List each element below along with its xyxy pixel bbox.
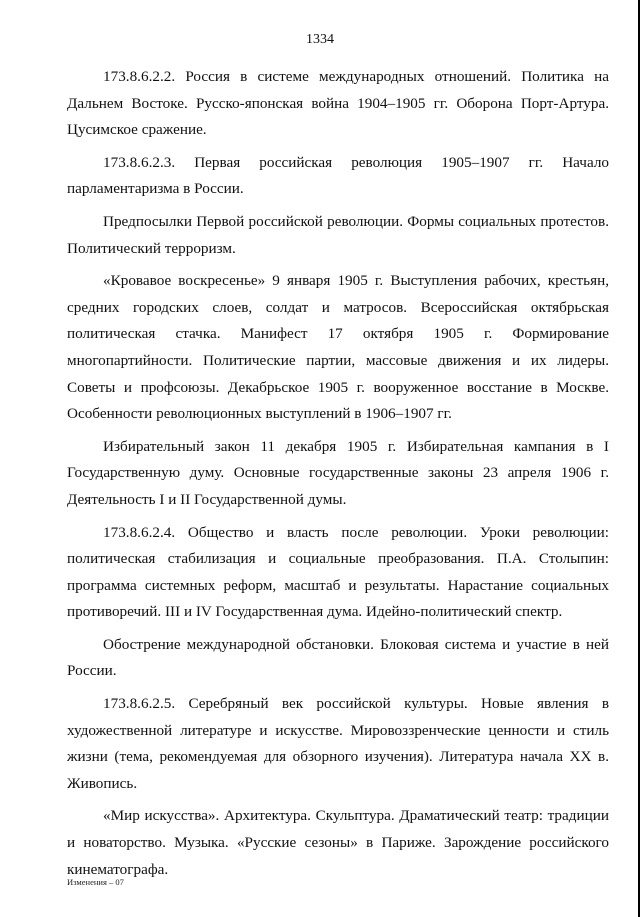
paragraph-bloody-sunday: «Кровавое воскресенье» 9 января 1905 г. Выступления рабочих, крестьян, средних городских слоев, солдат и матросов. Всероссийская октябрьская политическая стачка. Манифест 17 октября 1905 г. Формирование многопартийности. Политические партии, массовые движения и их лидеры. Советы и профсоюзы. Декабрьское 1905 г. вооруженное восстание в Москве. Особенности революционных выступлений в 1906–1907 гг.: [67, 272, 609, 423]
paragraph-world-of-art: «Мир искусства». Архитектура. Скульптура. Драматический театр: традиции и новаторство. Музыка. «Русские сезоны» в Париже. Зарождение российского кинематографа.: [67, 807, 609, 878]
paragraph-173-8-6-2-5: 173.8.6.2.5. Серебряный век российской культуры. Новые явления в художественной литературе и искусстве. Мировоззренческие ценности и стиль жизни (тема, рекомендуемая для обзорного изучения). Литература начала XX в. Живопись.: [67, 695, 609, 792]
paragraph-173-8-6-2-4: 173.8.6.2.4. Общество и власть после революции. Уроки революции: политическая стабилизация и социальные преобразования. П.А. Столыпин: программа системных реформ, масштаб и результаты. Нарастание социальных противоречий. III и IV Государственная дума. Идейно-политический спектр.: [67, 523, 609, 621]
paragraph-revolution-prerequisites: Предпосылки Первой российской революции. Формы социальных протестов. Политический терроризм.: [67, 212, 609, 257]
page-number: 1334: [306, 32, 334, 47]
paragraph-international-situation: Обострение международной обстановки. Блоковая система и участие в ней России.: [67, 635, 609, 680]
paragraph-electoral-law: Избирательный закон 11 декабря 1905 г. Избирательная кампания в I Государственную думу. Основные государственные законы 23 апреля 1906 г. Деятельность I и II Государственной думы.: [67, 437, 609, 508]
paragraph-173-8-6-2-2: 173.8.6.2.2. Россия в системе международных отношений. Политика на Дальнем Востоке. Русско-японская война 1904–1905 гг. Оборона Порт-Артура. Цусимское сражение.: [67, 68, 609, 139]
footer-revision-note: Изменения – 07: [67, 877, 124, 887]
paragraph-173-8-6-2-3: 173.8.6.2.3. Первая российская революция 1905–1907 гг. Начало парламентаризма в России.: [67, 153, 609, 198]
document-body: [67, 64, 609, 889]
